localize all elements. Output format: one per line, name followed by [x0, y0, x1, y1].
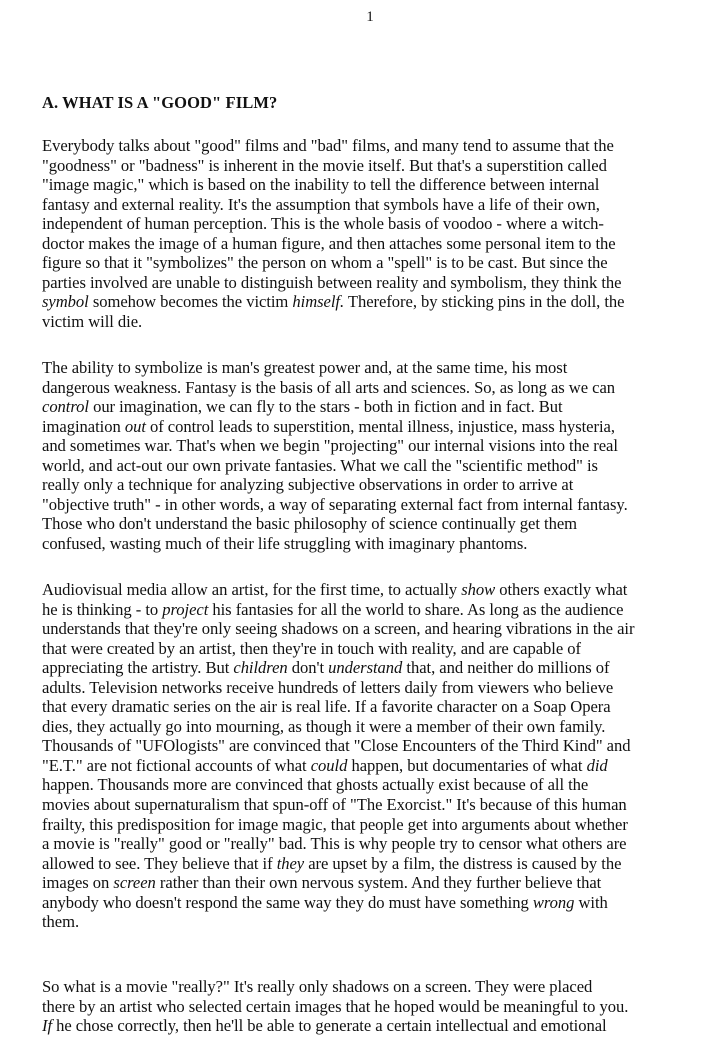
text-line	[42, 697, 702, 717]
italic-run: control	[42, 397, 89, 417]
text-run: parties involved are unable to distinguish between reality and symbolism, they think the	[42, 272, 622, 292]
italic-run: understand	[328, 658, 403, 678]
text-run: rather than their own nervous system. And they further believe that	[155, 873, 602, 893]
italic-run: project	[162, 599, 209, 619]
text-run: confused, wasting much of their life struggling with imaginary phantoms.	[42, 533, 528, 553]
text-run: independent of human perception. This is the whole basis of voodoo - where a witch-	[42, 214, 604, 234]
text-run: don't	[287, 658, 329, 678]
text-run: figure so that it "symbolizes" the person on whom a "spell" is to be cast. But since the	[42, 253, 608, 273]
text-line	[42, 292, 702, 312]
text-run: happen, but documentaries of what	[347, 755, 587, 775]
text-run: dangerous weakness. Fantasy is the basis of all arts and sciences. So, as long as we can	[42, 377, 616, 397]
page-number: 1	[366, 9, 374, 25]
paragraph-3	[42, 580, 702, 932]
text-line	[42, 795, 702, 815]
text-run: The ability to symbolize is man's greatest power and, at the same time, his most	[42, 358, 568, 377]
text-run: allowed to see. They believe that if	[42, 853, 277, 873]
text-line	[42, 834, 702, 854]
text-line	[42, 156, 702, 176]
text-run: with	[574, 892, 608, 912]
text-run: understands that they're only seeing shadows on a screen, and hearing vibrations in the air	[42, 619, 635, 639]
text-run: world, and act-out our own private fantasies. What we call the "scientific method" is	[42, 455, 598, 475]
text-line	[42, 436, 702, 456]
text-line	[42, 815, 702, 835]
paragraph-2	[42, 358, 702, 553]
text-run: Everybody talks about "good" films and "bad" films, and many tend to assume that the	[42, 136, 614, 155]
text-run: frailty, this predisposition for image magic, that people get into arguments about whether	[42, 814, 628, 834]
text-line	[42, 417, 702, 437]
text-line	[42, 136, 702, 156]
text-line	[42, 912, 702, 932]
text-run: images on	[42, 873, 114, 893]
text-run: Those who don't understand the basic philosophy of science continually get them	[42, 514, 577, 534]
text-line	[42, 214, 702, 234]
text-run: a movie is "really" good or "really" bad. This is why people try to censor what others are	[42, 834, 627, 854]
paragraph-1	[42, 136, 702, 331]
text-run: dies, they actually go into mourning, as though it were a member of their own family.	[42, 716, 606, 736]
text-run: "goodness" or "badness" is inherent in the movie itself. But that's a superstition called	[42, 155, 607, 175]
text-line	[42, 358, 702, 378]
text-line	[42, 619, 702, 639]
text-line	[42, 253, 702, 273]
italic-run: out	[124, 416, 146, 436]
text-run: there by an artist who selected certain images that he hoped would be meaningful to you.	[42, 996, 629, 1016]
text-run: of control leads to superstition, mental illness, injustice, mass hysteria,	[145, 416, 615, 436]
text-run: adults. Television networks receive hundreds of letters daily from viewers who believe	[42, 677, 614, 697]
italic-run: himself.	[292, 292, 345, 312]
text-line	[42, 273, 702, 293]
text-line	[42, 639, 702, 659]
text-line	[42, 854, 702, 874]
text-line	[42, 397, 702, 417]
text-line	[42, 195, 702, 215]
text-line	[42, 312, 702, 332]
text-run: somehow becomes the victim	[88, 292, 293, 312]
text-line	[42, 475, 702, 495]
text-run: Audiovisual media allow an artist, for the first time, to actually	[42, 580, 462, 599]
text-run: imagination	[42, 416, 125, 436]
text-run: "image magic," which is based on the inability to tell the difference between internal	[42, 175, 600, 195]
text-line	[42, 736, 702, 756]
text-run: are upset by a film, the distress is caused by the	[304, 853, 622, 873]
text-run: appreciating the artistry. But	[42, 658, 234, 678]
text-run: that every dramatic series on the air is real life. If a favorite character on a Soap Opera	[42, 697, 611, 717]
text-run: his fantasies for all the world to share. As long as the audience	[208, 599, 624, 619]
text-line	[42, 775, 702, 795]
text-run: our imagination, we can fly to the stars - both in fiction and in fact. But	[88, 397, 563, 417]
text-run: others exactly what	[495, 580, 628, 599]
text-run: Therefore, by sticking pins in the doll, the	[344, 292, 625, 312]
text-run: movies about supernaturalism that spun-off of "The Exorcist." It's because of this human	[42, 795, 627, 815]
italic-run: screen	[113, 873, 156, 893]
text-line	[42, 997, 702, 1017]
italic-run: wrong	[532, 892, 575, 912]
text-line	[42, 456, 702, 476]
text-line	[42, 514, 702, 534]
italic-run: show	[461, 580, 496, 599]
text-line	[42, 580, 702, 600]
italic-run: did	[586, 755, 608, 775]
text-run: that were created by an artist, then they're in touch with reality, and are capable of	[42, 638, 581, 658]
text-run: really only a technique for analyzing subjective observations in order to arrive at	[42, 475, 574, 495]
section-heading: A. WHAT IS A "GOOD" FILM?	[42, 93, 278, 112]
text-run: So what is a movie "really?" It's really only shadows on a screen. They were placed	[42, 977, 593, 996]
text-run: fantasy and external reality. It's the assumption that symbols have a life of their own,	[42, 194, 600, 214]
text-run: anybody who doesn't respond the same way they do must have something	[42, 892, 533, 912]
text-run: victim will die.	[42, 311, 143, 331]
text-line	[42, 495, 702, 515]
text-line	[42, 534, 702, 554]
text-run: and sometimes war. That's when we begin "projecting" our internal visions into the real	[42, 436, 618, 456]
italic-run: could	[310, 755, 348, 775]
italic-run: children	[233, 658, 288, 678]
text-run: he chose correctly, then he'll be able to generate a certain intellectual and emotional	[52, 1016, 607, 1036]
text-run: that, and neither do millions of	[402, 658, 610, 678]
text-run: "objective truth" - in other words, a way of separating external fact from internal fantasy.	[42, 494, 628, 514]
text-line	[42, 893, 702, 913]
text-line	[42, 175, 702, 195]
text-line	[42, 717, 702, 737]
italic-run: they	[276, 853, 305, 873]
text-line	[42, 234, 702, 254]
text-run: "E.T." are not fictional accounts of what	[42, 755, 311, 775]
text-line	[42, 678, 702, 698]
text-line	[42, 658, 702, 678]
text-line	[42, 977, 702, 997]
paragraph-4	[42, 977, 702, 1036]
text-run: happen. Thousands more are convinced that ghosts actually exist because of all the	[42, 775, 589, 795]
text-line	[42, 873, 702, 893]
italic-run: If	[42, 1016, 53, 1036]
text-line	[42, 600, 702, 620]
text-line	[42, 1016, 702, 1036]
text-run: Thousands of "UFOlogists" are convinced that "Close Encounters of the Third Kind" and	[42, 736, 631, 756]
text-run: he is thinking - to	[42, 599, 163, 619]
text-run: doctor makes the image of a human figure, and then attaches some personal item to the	[42, 233, 616, 253]
italic-run: symbol	[42, 292, 89, 312]
text-run: them.	[42, 912, 80, 932]
text-line	[42, 378, 702, 398]
text-line	[42, 756, 702, 776]
